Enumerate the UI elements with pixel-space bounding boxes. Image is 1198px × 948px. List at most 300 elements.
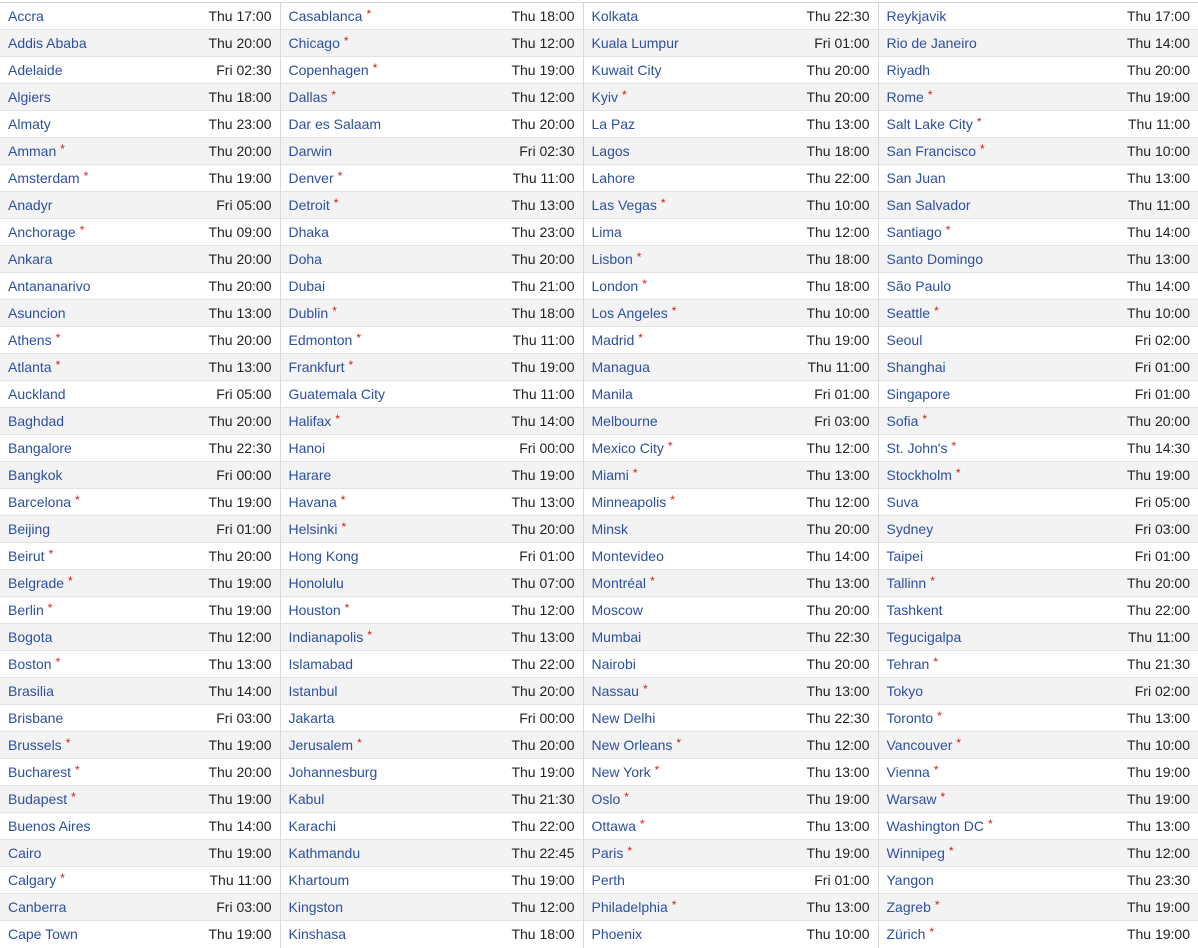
city-link[interactable]: Mumbai [591,629,642,645]
cell-content [8,494,272,510]
city-link[interactable]: Lagos [591,143,630,159]
cell-content [8,62,272,78]
city-link[interactable]: St. John's [886,440,948,456]
cell-content [8,197,272,213]
city-link[interactable]: Rome [886,89,924,105]
cell-content [887,35,1191,51]
city-link[interactable]: Guatemala City [288,386,385,402]
city-name-group [8,440,72,456]
city-link[interactable]: Dhaka [288,224,329,240]
city-name-group [592,89,627,105]
city-link[interactable]: Zürich [886,926,926,943]
dst-asterisk-icon: * [372,61,378,75]
city-name-group [887,224,951,240]
cell-content [887,440,1191,456]
city-link[interactable]: Winnipeg [886,845,945,861]
local-time: Thu 20:00 [1126,413,1190,429]
city-link[interactable]: Kuala Lumpur [591,35,679,51]
city-link[interactable]: Nairobi [591,656,636,672]
cell-content [289,8,575,24]
cell-content [289,62,575,78]
local-time: Thu 07:00 [511,575,575,591]
local-time: Thu 19:00 [511,764,575,780]
cell-content [8,251,272,267]
city-link[interactable]: Riyadh [886,62,931,78]
cell-content [289,251,575,267]
local-time: Fri 01:00 [1134,386,1190,402]
city-time-cell [878,489,1198,516]
city-link[interactable]: Bangalore [8,440,72,456]
city-link[interactable]: Buenos Aires [8,818,91,834]
dst-asterisk-icon: * [670,493,675,507]
city-link[interactable]: Johannesburg [288,764,378,780]
city-link[interactable]: Paris [591,845,624,861]
city-link[interactable]: Manila [591,386,633,402]
local-time: Thu 14:00 [208,683,272,699]
local-time: Thu 22:30 [806,8,870,24]
city-link[interactable]: Vancouver [886,737,953,753]
city-link[interactable]: Philadelphia [591,899,668,915]
cell-content [887,602,1191,618]
city-link[interactable]: Boston [8,656,52,672]
city-link[interactable]: Lima [591,224,622,240]
city-time-cell [878,705,1198,732]
city-link[interactable]: Chicago [288,35,340,51]
city-time-cell [280,678,583,705]
city-time-cell [583,678,878,705]
table-row [0,327,1198,354]
city-time-cell [280,57,583,84]
city-time-cell [878,624,1198,651]
city-link[interactable]: Harare [288,467,332,483]
city-time-cell [878,435,1198,462]
city-name-group [8,548,53,564]
city-link[interactable]: Tallinn [886,575,927,591]
city-time-cell [878,813,1198,840]
city-link[interactable]: La Paz [591,116,636,132]
cell-content [887,8,1191,24]
city-link[interactable]: Cape Town [8,926,78,943]
local-time: Thu 13:00 [806,683,870,699]
city-name-group [8,359,60,375]
dst-asterisk-icon: * [332,304,337,318]
dst-asterisk-icon: * [344,601,350,615]
city-link[interactable]: Doha [288,251,322,267]
city-name-group [8,818,91,834]
city-link[interactable]: Jakarta [288,710,335,726]
city-link[interactable]: New York [591,764,651,780]
city-link[interactable]: Darwin [288,143,333,159]
city-link[interactable]: Bogota [8,629,53,645]
city-link[interactable]: Belgrade [8,575,65,591]
city-link[interactable]: Amman [8,143,57,159]
city-link[interactable]: Beirut [8,548,45,564]
city-time-cell [280,246,583,273]
cell-content [8,683,272,699]
local-time: Thu 14:00 [208,818,272,834]
city-link[interactable]: Kinshasa [288,926,347,943]
city-link[interactable]: Kyiv [591,89,618,105]
table-row [0,273,1198,300]
city-name-group [887,89,933,105]
city-time-cell [878,327,1198,354]
city-time-cell [0,921,280,948]
table-row [0,543,1198,570]
city-time-cell [280,435,583,462]
city-link[interactable]: Dar es Salaam [288,116,382,132]
local-time: Thu 13:00 [1126,170,1190,186]
city-link[interactable]: Tashkent [886,602,943,618]
cell-content [289,548,575,564]
city-link[interactable]: Lahore [591,170,636,186]
dst-asterisk-icon: * [671,304,677,318]
city-name-group [887,575,935,591]
city-time-cell [280,84,583,111]
city-time-cell [0,759,280,786]
city-link[interactable]: Minneapolis [591,494,667,510]
city-name-group [289,602,350,618]
city-link[interactable]: Washington DC [886,818,985,834]
city-time-cell [583,165,878,192]
table-row [0,894,1198,921]
city-link[interactable]: Moscow [591,602,643,618]
city-link[interactable]: Montevideo [591,548,664,564]
city-link[interactable]: Indianapolis [288,629,364,645]
cell-content [887,656,1191,672]
city-name-group [887,818,993,834]
city-time-cell [583,705,878,732]
dst-asterisk-icon: * [341,520,347,534]
city-link[interactable]: Karachi [288,818,336,834]
city-link[interactable]: San Francisco [886,143,976,159]
city-link[interactable]: Sofia [886,413,919,429]
city-link[interactable]: New Delhi [591,710,656,726]
city-link[interactable]: Minsk [591,521,629,537]
cell-content [592,710,870,726]
cell-content [289,305,575,321]
cell-content [887,305,1191,321]
city-time-cell [583,246,878,273]
city-link[interactable]: Ottawa [591,818,636,834]
city-link[interactable]: Bangkok [8,467,63,483]
city-link[interactable]: Toronto [886,710,934,726]
city-link[interactable]: Reykjavik [886,8,947,24]
city-link[interactable]: Detroit [288,197,330,213]
local-time: Thu 12:00 [806,440,870,456]
cell-content [8,656,272,672]
table-row [0,678,1198,705]
city-link[interactable]: Tokyo [886,683,924,699]
world-clock-table [0,2,1198,948]
city-link[interactable]: Edmonton [288,332,353,348]
city-time-cell [583,462,878,489]
city-link[interactable]: Amsterdam [8,170,80,186]
city-link[interactable]: Kathmandu [288,845,361,861]
city-link[interactable]: Kabul [288,791,325,807]
city-name-group [289,548,359,564]
city-link[interactable]: Budapest [8,791,68,807]
local-time: Thu 20:00 [806,656,870,672]
city-time-cell [0,813,280,840]
cell-content [887,197,1191,213]
city-name-group [8,764,80,780]
city-link[interactable]: Shanghai [886,359,946,375]
table-row [0,570,1198,597]
local-time: Thu 22:30 [208,440,272,456]
city-link[interactable]: São Paulo [886,278,952,294]
city-name-group [887,116,982,132]
city-name-group [8,629,52,645]
table-row [0,57,1198,84]
city-name-group [8,494,80,510]
city-time-cell [280,705,583,732]
local-time: Thu 19:00 [511,359,575,375]
city-link[interactable]: Las Vegas [591,197,657,213]
city-link[interactable]: Ankara [8,251,53,267]
local-time: Thu 12:00 [511,35,575,51]
city-link[interactable]: Beijing [8,521,51,537]
city-name-group [289,845,361,861]
city-name-group [8,872,65,888]
city-link[interactable]: Stockholm [886,467,952,483]
local-time: Thu 20:00 [806,602,870,618]
dst-asterisk-icon: * [356,331,361,345]
city-name-group [592,548,664,564]
city-name-group [289,305,337,321]
city-link[interactable]: Addis Ababa [8,35,87,51]
city-link[interactable]: Suva [886,494,919,510]
city-link[interactable]: Santiago [886,224,942,240]
city-link[interactable]: Miami [591,467,629,483]
local-time: Thu 20:00 [806,89,870,105]
city-link[interactable]: Vienna [886,764,930,780]
local-time: Fri 03:00 [814,413,870,429]
city-link[interactable]: Antananarivo [8,278,91,294]
local-time: Thu 19:00 [1126,764,1190,780]
city-time-cell [583,138,878,165]
local-time: Thu 21:30 [511,791,575,807]
cell-content [887,170,1191,186]
city-link[interactable]: Seoul [886,332,923,348]
cell-content [289,170,575,186]
city-link[interactable]: Warsaw [886,791,937,807]
cell-content [592,413,870,429]
city-name-group [8,386,66,402]
city-link[interactable]: Tegucigalpa [886,629,962,645]
city-link[interactable]: Asuncion [8,305,66,321]
city-name-group [8,683,54,699]
city-link[interactable]: Barcelona [8,494,72,510]
city-link[interactable]: Nassau [591,683,639,699]
local-time: Thu 22:00 [511,818,575,834]
city-link[interactable]: Perth [591,872,625,888]
city-name-group [289,413,340,429]
cell-content [289,224,575,240]
local-time: Thu 12:00 [806,494,870,510]
city-time-cell [583,786,878,813]
cell-content [592,89,870,105]
city-name-group [887,413,928,429]
city-link[interactable]: London [591,278,639,294]
city-link[interactable]: Brasilia [8,683,54,699]
dst-asterisk-icon: * [979,142,985,156]
city-link[interactable]: Madrid [591,332,635,348]
local-time: Thu 13:00 [208,359,272,375]
local-time: Fri 05:00 [1134,494,1190,510]
city-name-group [592,332,643,348]
cell-content [8,305,272,321]
cell-content [592,818,870,834]
city-link[interactable]: Houston [288,602,341,618]
city-link[interactable]: Frankfurt [288,359,345,375]
local-time: Thu 18:00 [511,8,575,24]
cell-content [592,62,870,78]
city-link[interactable]: Bucharest [8,764,72,780]
city-link[interactable]: Oslo [591,791,621,807]
city-link[interactable]: Brisbane [8,710,64,726]
city-link[interactable]: Atlanta [8,359,52,375]
local-time: Thu 10:00 [806,197,870,213]
city-time-cell [583,732,878,759]
table-row [0,192,1198,219]
city-name-group [289,494,346,510]
city-link[interactable]: Copenhagen [288,62,369,78]
city-time-cell [0,408,280,435]
city-name-group [887,926,935,942]
city-name-group [289,899,343,915]
city-link[interactable]: Havana [288,494,337,510]
city-link[interactable]: Brussels [8,737,62,753]
city-name-group [8,710,63,726]
city-link[interactable]: San Juan [886,170,946,186]
city-time-cell [0,273,280,300]
city-link[interactable]: Kingston [288,899,343,915]
city-link[interactable]: Zagreb [886,899,931,915]
city-link[interactable]: Sydney [886,521,934,537]
city-link[interactable]: Dubai [288,278,326,294]
city-link[interactable]: Calgary [8,872,57,888]
local-time: Fri 05:00 [216,197,272,213]
local-time: Fri 02:30 [519,143,575,159]
city-time-cell [583,84,878,111]
city-link[interactable]: Jerusalem [288,737,354,753]
city-time-cell [878,597,1198,624]
city-link[interactable]: Helsinki [288,521,338,537]
city-link[interactable]: Cairo [8,845,42,861]
city-link[interactable]: Baghdad [8,413,65,429]
city-link[interactable]: Rio de Janeiro [886,35,977,51]
city-link[interactable]: Melbourne [591,413,658,429]
city-link[interactable]: Hong Kong [288,548,359,564]
city-link[interactable]: Tehran [886,656,930,672]
dst-asterisk-icon: * [55,358,61,372]
city-link[interactable]: Adelaide [8,62,63,78]
city-time-cell [0,3,280,30]
city-link[interactable]: Algiers [8,89,51,105]
city-link[interactable]: Istanbul [288,683,338,699]
city-link[interactable]: Taipei [886,548,924,564]
city-time-cell [583,111,878,138]
city-time-cell [0,597,280,624]
cell-content [592,116,870,132]
city-link[interactable]: Accra [8,8,44,24]
city-name-group [8,305,66,321]
cell-content [289,89,575,105]
city-name-group [289,89,337,105]
local-time: Thu 13:00 [806,899,870,915]
city-time-cell [280,921,583,948]
city-time-cell [583,57,878,84]
city-link[interactable]: Denver [288,170,334,186]
city-link[interactable]: Casablanca [288,8,363,24]
city-link[interactable]: Canberra [8,899,67,915]
dst-asterisk-icon: * [945,223,951,237]
city-name-group [592,359,650,375]
city-link[interactable]: Halifax [288,413,332,429]
city-link[interactable]: Berlin [8,602,44,618]
city-link[interactable]: Anadyr [8,197,53,213]
cell-content [592,602,870,618]
city-link[interactable]: New Orleans [591,737,673,753]
dst-asterisk-icon: * [956,736,962,750]
cell-content [592,35,870,51]
city-link[interactable]: Islamabad [288,656,354,672]
cell-content [289,521,575,537]
city-link[interactable]: Honolulu [288,575,344,591]
cell-content [289,35,575,51]
city-link[interactable]: Hanoi [288,440,326,456]
local-time: Thu 18:00 [208,89,272,105]
city-link[interactable]: Singapore [886,386,951,402]
cell-content [8,359,272,375]
city-link[interactable]: Dallas [288,89,328,105]
city-link[interactable]: Kuwait City [591,62,662,78]
local-time: Thu 19:00 [1126,791,1190,807]
city-link[interactable]: Anchorage [8,224,76,240]
city-link[interactable]: Salt Lake City [886,116,973,132]
city-time-cell [583,813,878,840]
city-link[interactable]: Managua [591,359,650,375]
city-link[interactable]: Seattle [886,305,931,321]
local-time: Thu 18:00 [511,305,575,321]
city-name-group [592,845,633,861]
city-link[interactable]: Yangon [886,872,934,888]
city-link[interactable]: Athens [8,332,52,348]
city-link[interactable]: Lisbon [591,251,633,267]
city-link[interactable]: Almaty [8,116,51,132]
city-link[interactable]: Khartoum [288,872,350,888]
city-link[interactable]: San Salvador [886,197,971,213]
cell-content [887,737,1191,753]
city-link[interactable]: Auckland [8,386,66,402]
city-time-cell [280,273,583,300]
cell-content [592,764,870,780]
city-link[interactable]: Dublin [288,305,329,321]
city-link[interactable]: Kolkata [591,8,639,24]
cell-content [592,926,870,942]
local-time: Thu 12:00 [208,629,272,645]
city-time-cell [0,840,280,867]
city-link[interactable]: Santo Domingo [886,251,984,267]
city-link[interactable]: Mexico City [591,440,664,456]
local-time: Thu 13:00 [806,575,870,591]
dst-asterisk-icon: * [955,466,961,480]
local-time: Thu 18:00 [806,251,870,267]
city-link[interactable]: Phoenix [591,926,643,943]
city-link[interactable]: Los Angeles [591,305,668,321]
cell-content [8,602,272,618]
city-link[interactable]: Montréal [591,575,646,591]
